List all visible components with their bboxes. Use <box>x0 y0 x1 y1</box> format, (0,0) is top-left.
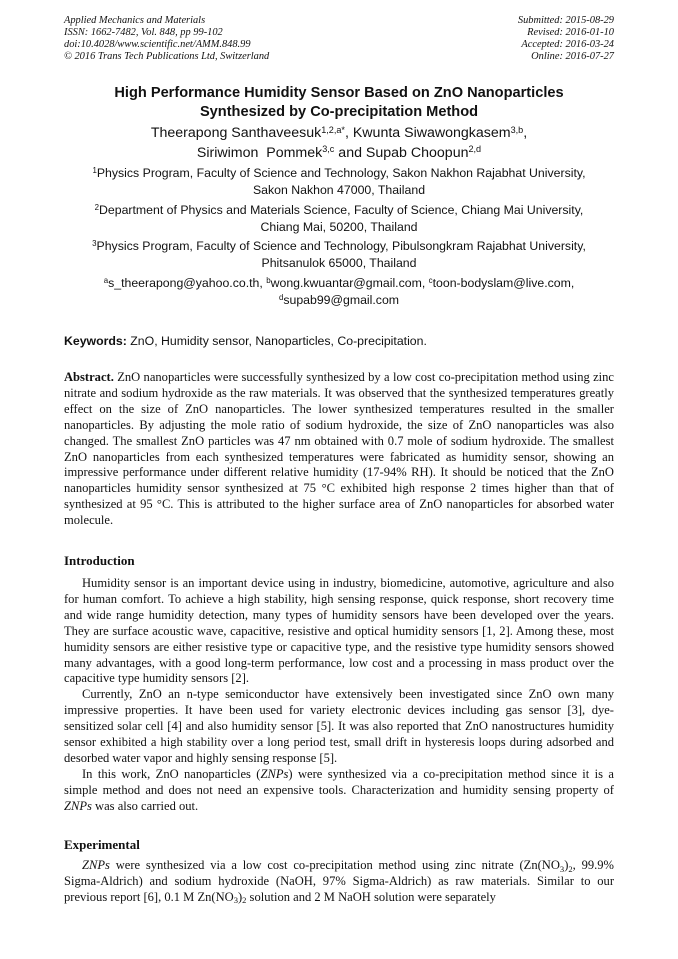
publication-dates <box>518 15 614 63</box>
text-run: ) <box>564 858 569 872</box>
paper-title <box>64 84 614 122</box>
subscript: 2 <box>242 895 247 906</box>
author-separator: , <box>344 125 353 141</box>
email-link[interactable]: s_theerapong@yahoo.co.th, <box>108 276 263 290</box>
date-revised: Revised: 2016-01-10 <box>527 27 614 38</box>
email-link[interactable]: wong.kwuantar@gmail.com, <box>270 276 426 290</box>
email-sup: a <box>103 276 109 286</box>
section-heading-experimental: Experimental <box>64 837 140 852</box>
email-link[interactable]: toon-bodyslam@live.com, <box>432 276 575 290</box>
author-name: Theerapong Santhaveesuk <box>150 125 322 141</box>
author-line-1 <box>64 124 614 144</box>
affiliation-line: Phitsanulok 65000, Thailand <box>261 256 417 270</box>
author-name: Kwunta Siwawongkasem <box>352 125 511 141</box>
keywords-label: Keywords: <box>64 334 127 348</box>
affiliation-text: Physics Program, Faculty of Science and Technology, Sakon Nakhon Rajabhat University, <box>96 166 586 180</box>
paragraph: Humidity sensor is an important device using in industry, biomedicine, automotive, agriculture and also for human comfort. To achieve a high stability, high sensing response, quick response, short recovery time and wide range humidity detection, many types of humidity sensors have been developed over the years. They are surface acoustic wave, capacitive, resistive and optical humidity sensors [1, 2]. Among these, most humidity sensors are either resistive type or capacitive type, and the resistive type humidity sensors showed many advantages, with a good long-term performance, low cost and a processing in mass product over the capacitive type humidity sensors [2]. <box>64 576 614 686</box>
introduction-body <box>64 576 614 815</box>
text-run-italic: ZNPs <box>260 766 289 781</box>
email-sup: b <box>266 276 271 286</box>
email-line-2 <box>64 292 614 309</box>
author-affil-sup: 1,2,a* <box>321 124 345 135</box>
author-line-2 <box>64 144 614 164</box>
email-link[interactable]: supab99@gmail.com <box>283 293 400 307</box>
paragraph <box>64 858 614 906</box>
paragraph <box>64 767 614 815</box>
text-run: solution and 2 M NaOH solution were separately <box>246 889 496 904</box>
section-heading-introduction: Introduction <box>64 553 135 568</box>
text-run: were synthesized via a low cost co-precipitation method using zinc nitrate (Zn(NO <box>109 858 560 872</box>
date-online: Online: 2016-07-27 <box>531 51 614 62</box>
author-name: Supab Choopun <box>365 144 469 161</box>
affiliation-number: 2 <box>94 203 100 213</box>
affiliation-text: Physics Program, Faculty of Science and Technology, Pibulsongkram Rajabhat University, <box>96 239 586 253</box>
text-run: In this work, ZnO nanoparticles ( <box>82 766 261 781</box>
affiliation-3 <box>64 238 614 272</box>
text-run: , 99.9% Sigma-Aldrich) and sodium hydroxide (NaOH, 97% Sigma-Aldrich) as raw materials. Similar to our previous report [6], 0.1 M Zn(NO <box>64 858 614 904</box>
keywords <box>64 333 614 349</box>
affiliation-text: Department of Physics and Materials Science, Faculty of Science, Chiang Mai University, <box>99 203 584 217</box>
abstract <box>64 370 614 529</box>
author-affil-sup: 2,d <box>468 144 482 155</box>
author-conjunction: and <box>334 144 366 161</box>
text-run-italic: ZNPs <box>82 858 110 872</box>
abstract-label: Abstract. <box>64 370 114 384</box>
author-separator: , <box>523 125 528 141</box>
experimental-body <box>64 858 614 906</box>
journal-copyright: © 2016 Trans Tech Publications Ltd, Switzerland <box>64 51 270 62</box>
affiliation-line <box>64 202 614 219</box>
text-run: ) <box>237 889 243 904</box>
author-name: Siriwimon Pommek <box>196 144 323 161</box>
title-line-2: Synthesized by Co-precipitation Method <box>199 104 479 120</box>
subscript: 3 <box>233 895 238 906</box>
affiliation-number: 1 <box>92 166 97 176</box>
subscript: 3 <box>559 863 565 874</box>
affiliation-line: Chiang Mai, 50200, Thailand <box>260 220 418 234</box>
affiliation-line: Sakon Nakhon 47000, Thailand <box>252 183 426 197</box>
keywords-text: ZnO, Humidity sensor, Nanoparticles, Co-precipitation. <box>126 334 427 348</box>
email-line-1 <box>64 275 614 292</box>
journal-issn: ISSN: 1662-7482, Vol. 848, pp 99-102 <box>64 27 223 38</box>
affiliation-line <box>64 165 614 182</box>
journal-name: Applied Mechanics and Materials <box>64 15 206 26</box>
title-line-1: High Performance Humidity Sensor Based on ZnO Nanoparticles <box>114 85 564 101</box>
paragraph: Currently, ZnO an n-type semiconductor have extensively been investigated since ZnO own many impressive properties. It have been used for variety electronic devices including gas sensor [3], dye-sensitized solar cell [4] and also humidity sensor [5]. It was also reported that ZnO nanostructures humidity sensor exhibited a high stability over a long period test, small drift in hysteresis loops during adsorbed and desorbed water vapor and highly sensing response [5]. <box>64 687 614 765</box>
author-affil-sup: 3,c <box>322 144 335 155</box>
author-list <box>64 124 614 163</box>
author-emails <box>64 275 614 309</box>
journal-info <box>64 15 269 63</box>
date-submitted: Submitted: 2015-08-29 <box>517 15 614 26</box>
subscript: 2 <box>568 863 573 874</box>
text-run: ) were synthesized via a co-precipitation method since it is a simple method and does not need an expensive tools. Characterization and humidity sensing property of <box>64 766 614 797</box>
affiliation-2 <box>64 202 614 236</box>
email-sup: c <box>428 276 433 286</box>
email-sup: d <box>278 293 284 303</box>
author-affil-sup: 3,b <box>510 124 524 135</box>
text-run: was also carried out. <box>91 798 199 813</box>
journal-doi: doi:10.4028/www.scientific.net/AMM.848.99 <box>64 39 251 50</box>
affiliation-line <box>64 238 614 255</box>
abstract-text: ZnO nanoparticles were successfully synthesized by a low cost co-precipitation method using zinc nitrate and sodium hydroxide as the raw materials. It was observed that the synthesized temperatures greatly effect on the size of ZnO nanoparticles. The lower synthesized temperatures resulted in the smaller nanoparticles. By adjusting the mole ratio of sodium hydroxide, the size of ZnO nanoparticles was also changed. The smallest ZnO particles was 47 nm obtained with 0.7 mole of sodium hydroxide. The smallest ZnO nanoparticles from each synthesized temperatures were fabricated as humidity sensor, showing an impressive performance under different relative humidity (17-94% RH). It should be noticed that the ZnO nanoparticles humidity sensor synthesized at 75 °C exhibited high response 2 times higher than that of synthesized at 95 °C. This is attributed to the higher surface area of ZnO nanoparticles for absorbed water molecule. <box>64 370 614 528</box>
affiliation-1 <box>64 165 614 199</box>
date-accepted: Accepted: 2016-03-24 <box>521 39 614 50</box>
affiliation-number: 3 <box>92 239 97 249</box>
text-run-italic: ZNPs <box>64 798 92 813</box>
